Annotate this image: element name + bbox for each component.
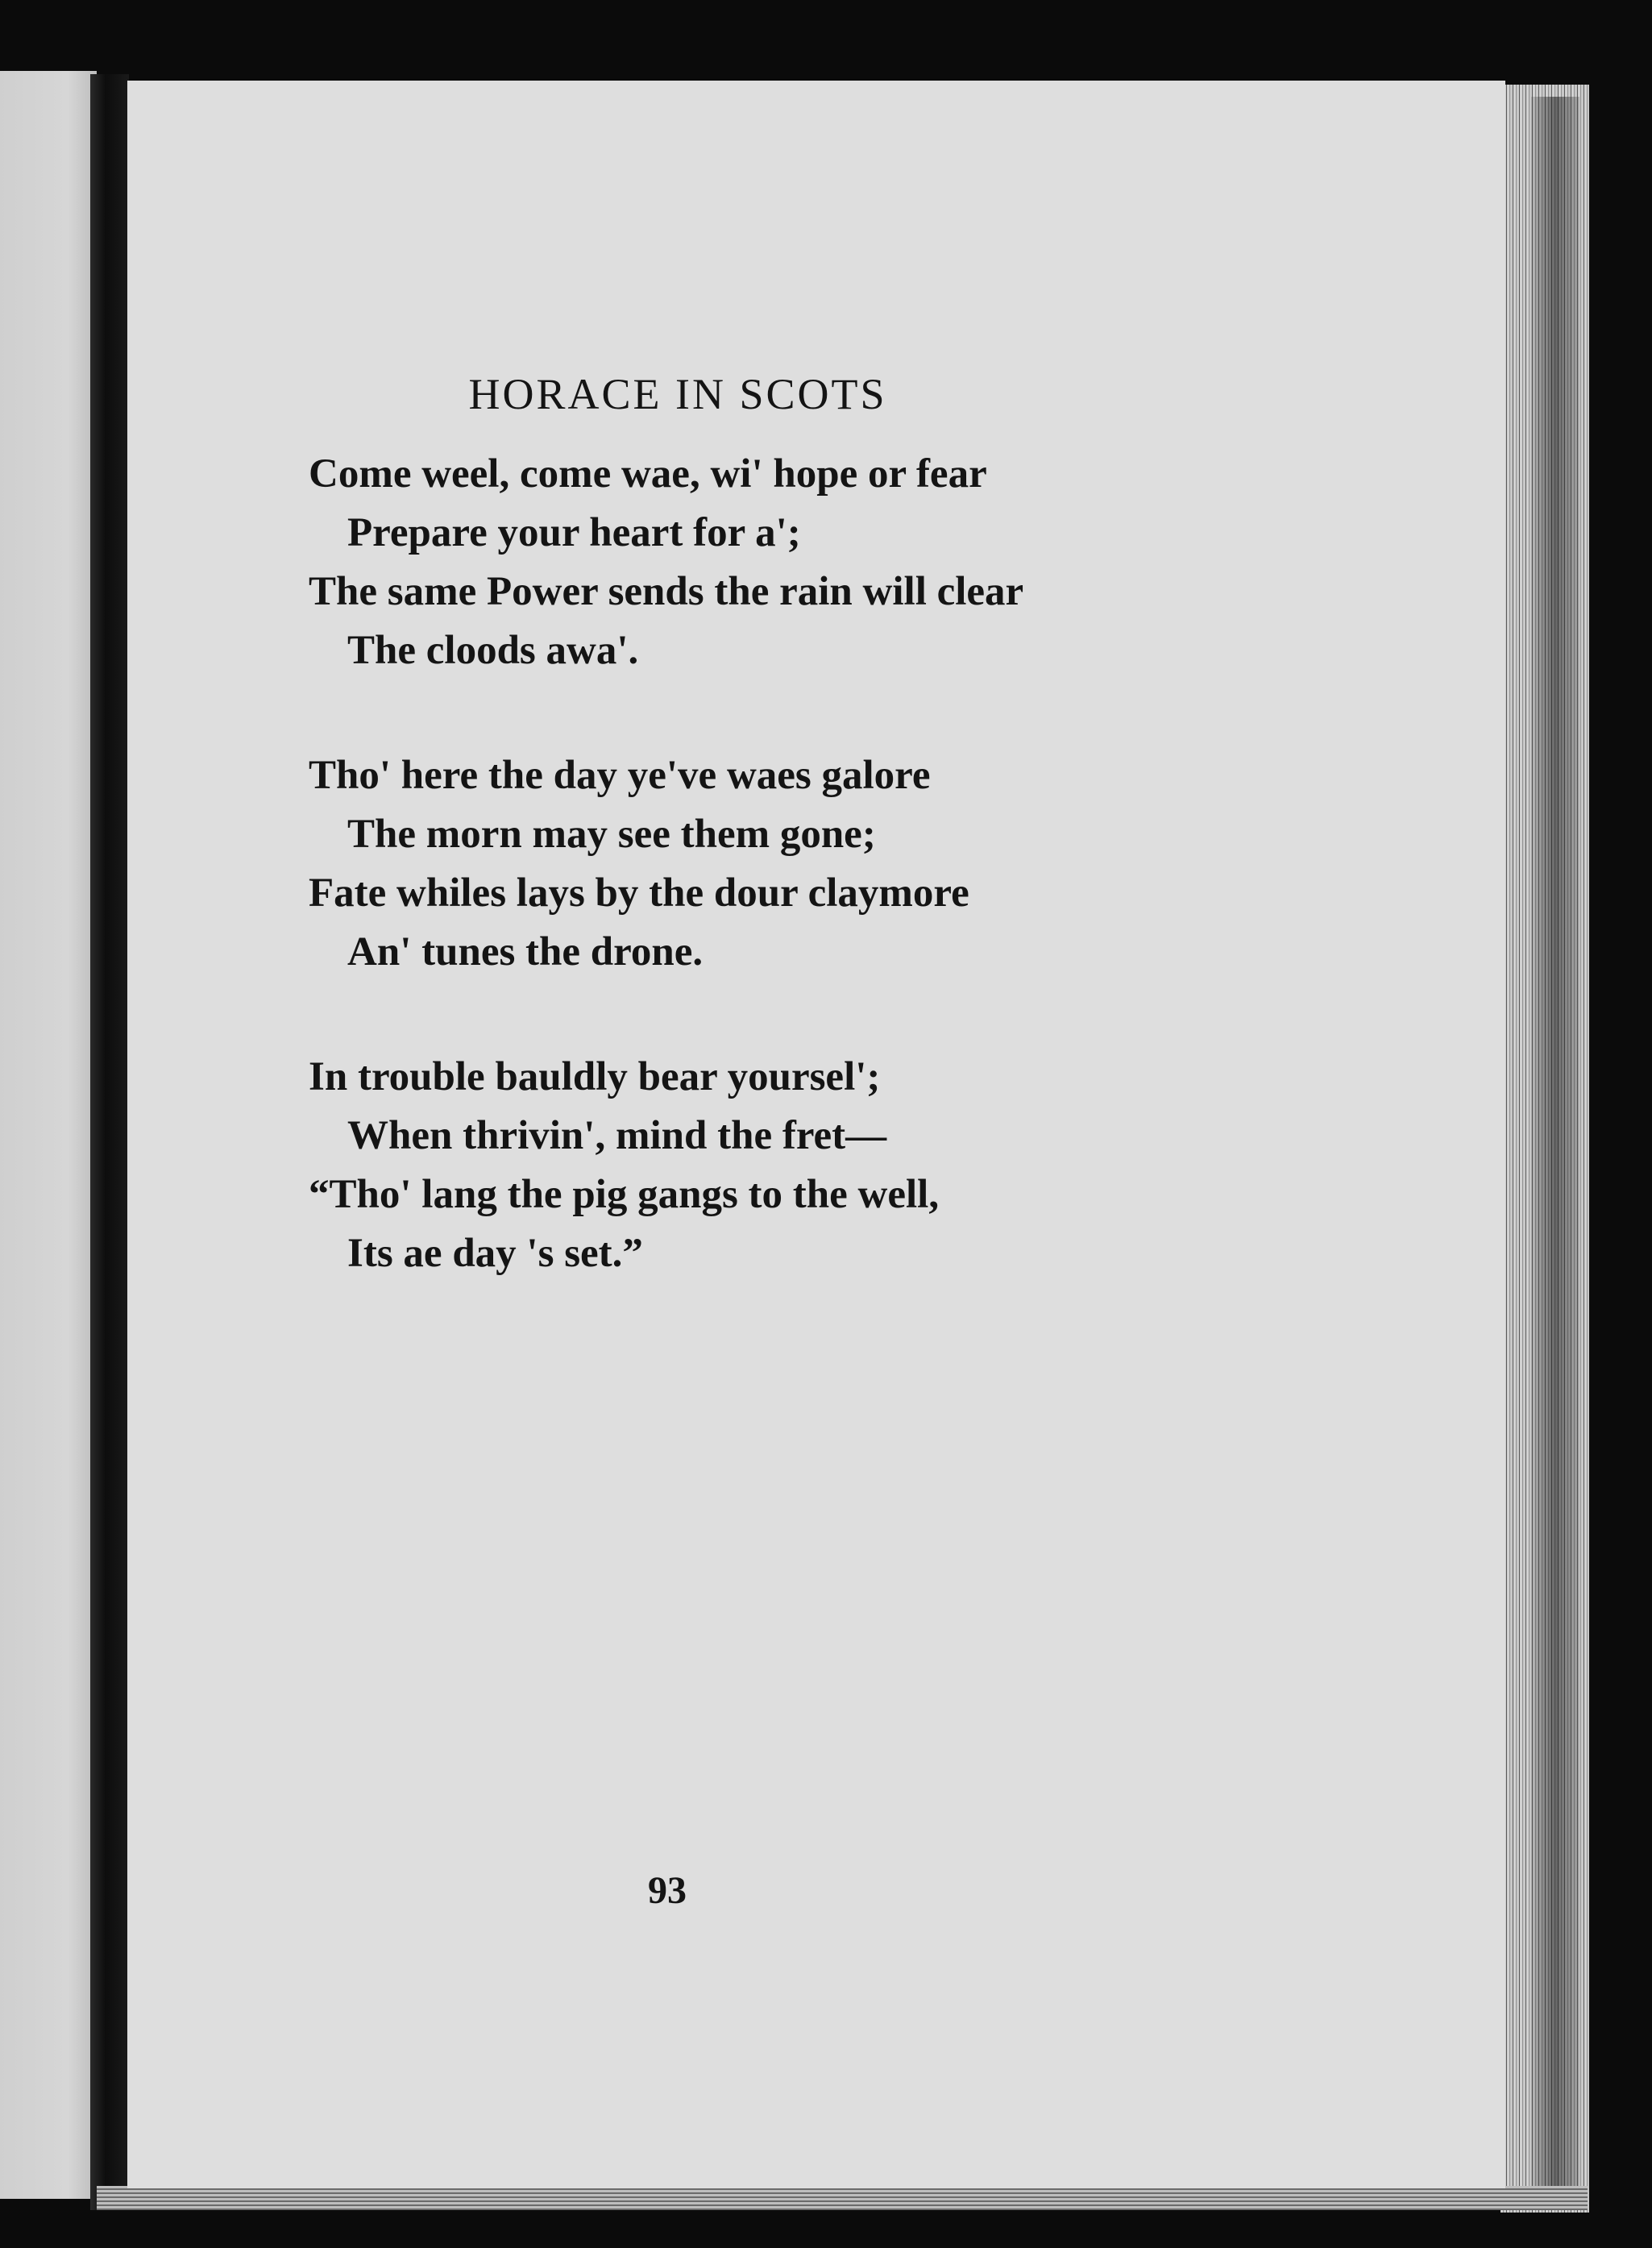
poem-line: Its ae day 's set.” xyxy=(347,1231,643,1276)
poem-line: The cloods awa'. xyxy=(347,628,639,673)
stanza-1 xyxy=(309,445,1276,680)
poem-line: The morn may see them gone; xyxy=(347,812,876,857)
book-gutter xyxy=(90,74,129,2210)
stanza-2 xyxy=(309,746,1276,982)
page-edges-bottom xyxy=(97,2186,1588,2210)
poem-line: The same Power sends the rain will clear xyxy=(309,569,1024,614)
poem-line: Prepare your heart for a'; xyxy=(347,510,801,555)
poem xyxy=(309,445,1276,1349)
page-edges-shadow xyxy=(1531,97,1579,2192)
poem-line: When thrivin', mind the fret— xyxy=(347,1113,887,1158)
poem-line: In trouble bauldly bear yoursel'; xyxy=(309,1054,881,1099)
facing-page-edge xyxy=(0,71,97,2199)
page-number: 93 xyxy=(648,1869,687,1912)
stanza-3 xyxy=(309,1048,1276,1283)
running-heading xyxy=(127,369,1489,419)
poem-line: Tho' here the day ye've waes galore xyxy=(309,753,931,798)
running-heading-text: HORACE IN SCOTS xyxy=(468,370,887,418)
poem-line: An' tunes the drone. xyxy=(347,929,704,974)
poem-line: Fate whiles lays by the dour claymore xyxy=(309,871,969,916)
poem-line: “Tho' lang the pig gangs to the well, xyxy=(309,1172,940,1217)
book-page xyxy=(127,81,1505,2188)
poem-line: Come weel, come wae, wi' hope or fear xyxy=(309,451,987,497)
